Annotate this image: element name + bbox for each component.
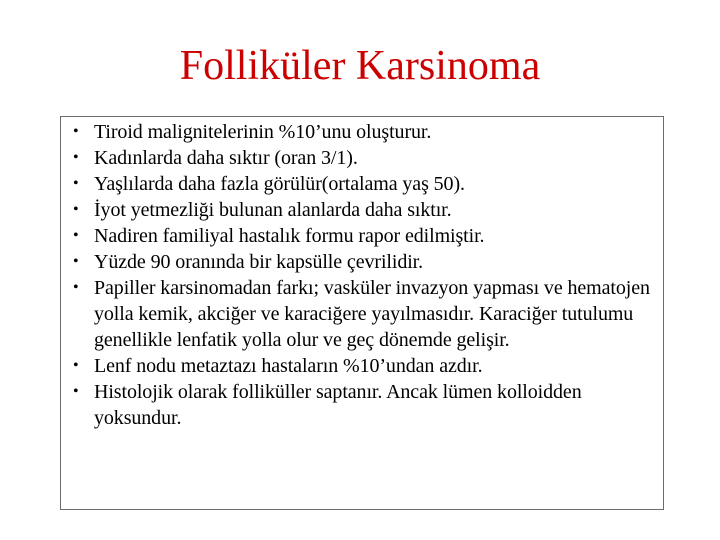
bullet-item	[61, 119, 661, 145]
bullet-text: Kadınlarda daha sıktır (oran 3/1).	[94, 147, 358, 169]
bullet-item	[61, 275, 661, 353]
bullet-item	[61, 145, 661, 171]
bullet-dot-icon: •	[73, 227, 79, 244]
content-box	[60, 116, 664, 510]
bullet-dot-icon: •	[73, 201, 79, 218]
bullet-text: Papiller karsinomadan farkı; vasküler invazyon yapması ve hematojen yolla kemik, akciğer ve karaciğere yayılmasıdır. Karaciğer tutulumu genellikle lenfatik yolla olur ve geç dönemde gelişir.	[94, 277, 650, 351]
bullet-dot-icon: •	[73, 383, 79, 400]
bullet-dot-icon: •	[73, 279, 79, 296]
bullet-item	[61, 353, 661, 379]
bullet-list	[61, 119, 661, 431]
bullet-text: Lenf nodu metaztazı hastaların %10’undan azdır.	[94, 355, 483, 377]
bullet-text: Histolojik olarak folliküller saptanır. Ancak lümen kolloidden yoksundur.	[94, 381, 582, 429]
bullet-dot-icon: •	[73, 357, 79, 374]
bullet-text: Yaşlılarda daha fazla görülür(ortalama yaş 50).	[94, 173, 465, 195]
bullet-item	[61, 249, 661, 275]
bullet-item	[61, 223, 661, 249]
bullet-item	[61, 197, 661, 223]
bullet-text: Nadiren familiyal hastalık formu rapor edilmiştir.	[94, 225, 485, 247]
bullet-dot-icon: •	[73, 123, 79, 140]
bullet-dot-icon: •	[73, 149, 79, 166]
bullet-text: Yüzde 90 oranında bir kapsülle çevrilidir.	[94, 251, 424, 273]
bullet-text: İyot yetmezliği bulunan alanlarda daha sıktır.	[94, 199, 452, 221]
bullet-dot-icon: •	[73, 253, 79, 270]
slide-title: Folliküler Karsinoma	[179, 43, 541, 89]
bullet-item	[61, 379, 661, 431]
bullet-item	[61, 171, 661, 197]
bullet-text: Tiroid malignitelerinin %10’unu oluşturur.	[94, 121, 432, 143]
bullet-dot-icon: •	[73, 175, 79, 192]
